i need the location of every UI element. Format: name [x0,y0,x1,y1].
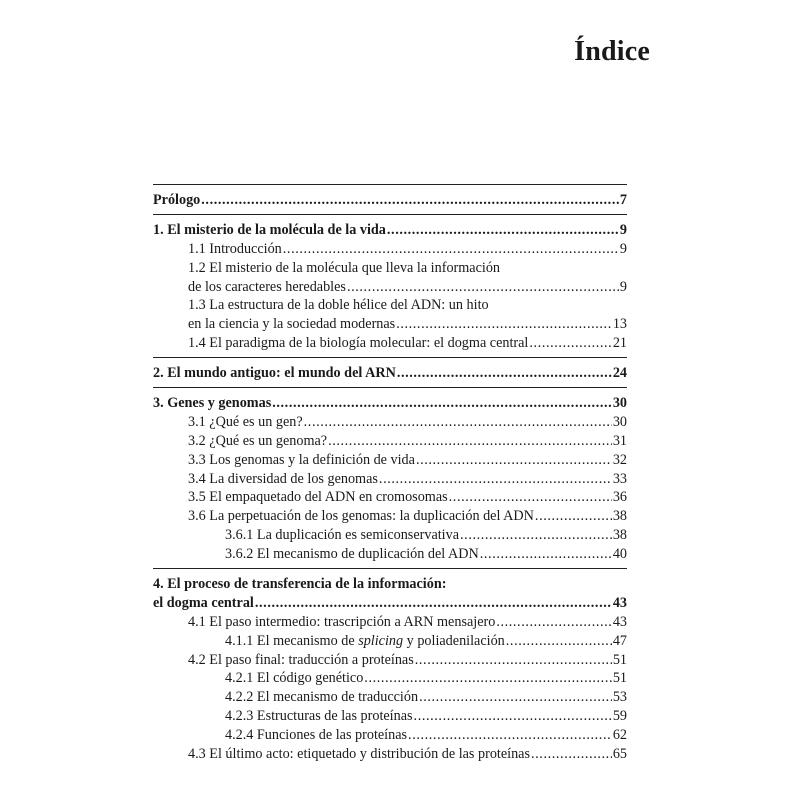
toc-entry-title: 4.1 El paso intermedio: trascripción a ARN mensajero [188,613,496,630]
toc-entry[interactable] [153,651,627,670]
dot-leader [415,651,612,670]
toc-page-number: 32 [612,451,627,468]
dot-leader [506,632,612,651]
toc-entry[interactable] [153,726,627,745]
toc-entry[interactable] [153,745,627,764]
dot-leader [408,726,612,745]
dot-leader [529,334,611,353]
dot-leader [387,221,619,240]
toc-page-number: 43 [612,594,627,611]
toc-page-number: 9 [619,221,627,238]
toc-entry[interactable] [153,545,627,564]
toc-entry-title: 3.4 La diversidad de los genomas [188,470,378,487]
dot-leader [496,613,611,632]
toc-entry-title: 3.5 El empaquetado del ADN en cromosomas [188,489,448,506]
toc-entry-title: 4. El proceso de transferencia de la información: [153,576,447,593]
dot-leader [304,413,612,432]
dot-leader [535,507,612,526]
dot-leader [480,545,612,564]
toc-entry-title: 3.3 Los genomas y la definición de vida [188,451,415,468]
toc-entry[interactable] [153,413,627,432]
toc-page-number: 9 [619,278,627,295]
dot-leader [201,191,619,210]
toc-page-number: 21 [612,335,627,352]
toc-page-number: 53 [612,689,627,706]
toc-entry[interactable] [153,613,627,632]
dot-leader [419,688,612,707]
dot-leader [364,669,612,688]
toc-entry[interactable] [153,575,627,594]
toc-page-number: 51 [612,670,627,687]
toc-entry[interactable] [153,296,627,315]
toc-entry-title: 1.2 El misterio de la molécula que lleva la información [188,259,501,276]
toc-entry[interactable] [153,594,627,613]
toc-entry[interactable] [153,240,627,259]
toc-page-number: 31 [612,432,627,449]
toc-page-number: 33 [612,470,627,487]
table-of-contents [153,184,627,764]
toc-entry[interactable] [153,632,627,651]
toc-page-number: 36 [612,489,627,506]
dot-leader [531,745,612,764]
toc-entry-title: 3. Genes y genomas [153,395,272,412]
toc-entry[interactable] [153,259,627,278]
toc-page-number: 38 [612,527,627,544]
dot-leader [460,526,612,545]
toc-entry-title: 1.3 La estructura de la doble hélice del ADN: un hito [188,297,489,314]
toc-entry[interactable] [153,315,627,334]
italic-term: splicing [358,632,404,649]
toc-entry[interactable] [153,488,627,507]
toc-entry[interactable] [153,669,627,688]
toc-page-number: 51 [612,651,627,668]
toc-page-number: 40 [612,546,627,563]
toc-entry-title: en la ciencia y la sociedad modernas [188,316,396,333]
toc-entry-title: 1.4 El paradigma de la biología molecular: el dogma central [188,335,529,352]
dot-leader [414,707,612,726]
dot-leader [396,315,612,334]
dot-leader [272,394,612,413]
dot-leader [416,451,612,470]
dot-leader [397,364,612,383]
toc-page-number: 38 [612,508,627,525]
toc-page-number: 9 [619,240,627,257]
toc-entry[interactable] [153,278,627,297]
toc-entry-title: 4.2 El paso final: traducción a proteínas [188,651,414,668]
toc-entry-title: 1.1 Introducción [188,240,282,257]
toc-entry-title: 4.2.1 El código genético [225,670,364,687]
toc-entry-title: 3.6.1 La duplicación es semiconservativa [225,527,460,544]
dot-leader [379,470,612,489]
toc-page-number: 13 [612,316,627,333]
toc-entry[interactable] [153,470,627,489]
toc-entry-title: 4.2.4 Funciones de las proteínas [225,727,408,744]
toc-entry-title: 1. El misterio de la molécula de la vida [153,221,386,238]
toc-page-number: 59 [612,708,627,725]
toc-entry-title: 3.1 ¿Qué es un gen? [188,413,303,430]
toc-entry-title: 3.6 La perpetuación de los genomas: la duplicación del ADN [188,508,534,525]
page-title: Índice [574,36,650,67]
toc-entry-title: 3.2 ¿Qué es un genoma? [188,432,328,449]
toc-entry-title: de los caracteres heredables [188,278,346,295]
toc-entry[interactable] [153,221,627,240]
toc-entry-title: 3.6.2 El mecanismo de duplicación del ADN [225,546,479,563]
toc-page-number: 43 [612,613,627,630]
toc-entry[interactable] [153,191,627,210]
toc-entry-title: Prólogo [153,192,201,208]
toc-entry-title: el dogma central [153,594,254,611]
toc-page-number: 7 [619,192,627,208]
toc-page-number: 62 [612,727,627,744]
toc-entry[interactable] [153,334,627,353]
dot-leader [328,432,612,451]
toc-entry[interactable] [153,688,627,707]
toc-entry[interactable] [153,364,627,383]
toc-entry[interactable] [153,432,627,451]
toc-entry-title: 4.2.2 El mecanismo de traducción [225,689,419,706]
toc-page-number: 47 [612,632,627,649]
dot-leader [283,240,619,259]
toc-entry[interactable] [153,707,627,726]
toc-entry-title: 4.3 El último acto: etiquetado y distribución de las proteínas [188,746,531,763]
toc-entry-title: 2. El mundo antiguo: el mundo del ARN [153,365,396,382]
toc-entry[interactable] [153,526,627,545]
dot-leader [347,278,619,297]
toc-page-number: 30 [612,413,627,430]
dot-leader [449,488,612,507]
toc-entry-title: 4.2.3 Estructuras de las proteínas [225,708,413,725]
dot-leader [255,594,612,613]
toc-page-number: 30 [612,395,627,412]
toc-page-number: 65 [612,746,627,763]
toc-entry[interactable] [153,394,627,413]
toc-entry[interactable] [153,451,627,470]
toc-entry-title: 4.1.1 El mecanismo de splicing y poliadenilación [225,632,505,649]
toc-entry[interactable] [153,507,627,526]
toc-page-number: 24 [612,365,627,382]
